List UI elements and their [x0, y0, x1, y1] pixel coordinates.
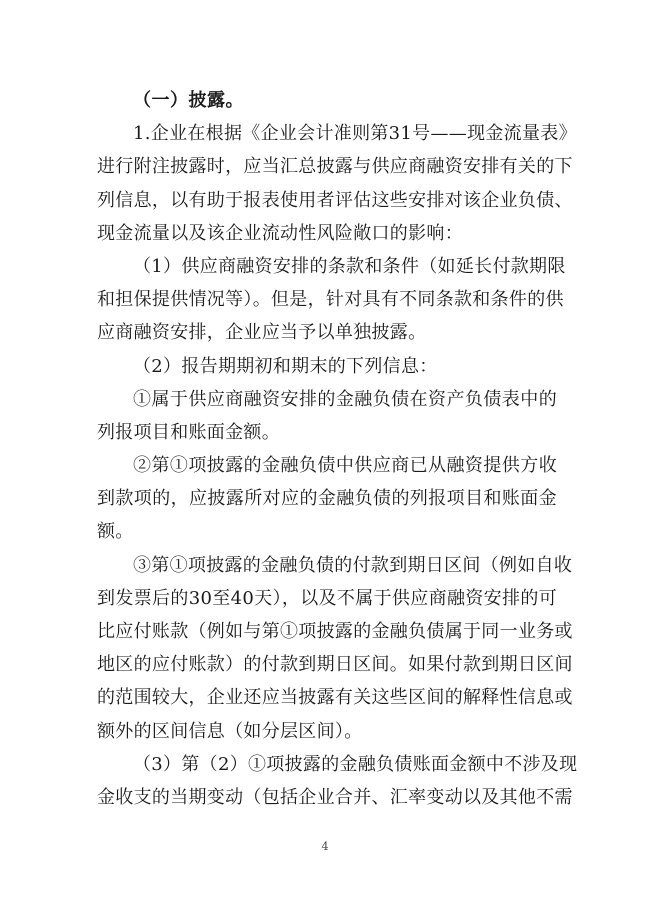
paragraph-2-line-1: （1）供应商融资安排的条款和条件（如延长付款期限 — [133, 255, 566, 277]
paragraph-1-line-3: 列信息，以有助于报表使用者评估这些安排对该企业负债、 — [97, 189, 573, 211]
paragraph-7-line-2: 金收支的当期变动（包括企业合并、汇率变动以及其他不需 — [97, 786, 573, 808]
paragraph-1-line-1: 1.企业在根据《企业会计准则第31号——现金流量表》 — [133, 123, 577, 145]
paragraph-4-line-2: 列报项目和账面金额。 — [97, 421, 280, 443]
paragraph-4-line-1: ①属于供应商融资安排的金融负债在资产负债表中的 — [133, 388, 557, 410]
paragraph-6-line-6: 额外的区间信息（如分层区间）。 — [97, 720, 363, 742]
paragraph-3-line-1: （2）报告期期初和期末的下列信息： — [133, 355, 438, 377]
paragraph-6-line-2: 到发票后的30至40天），以及不属于供应商融资安排的可 — [97, 587, 557, 609]
paragraph-7-line-1: （3）第（2）①项披露的金融负债账面金额中不涉及现 — [133, 753, 578, 775]
document-body — [97, 84, 578, 814]
paragraph-5-line-2: 到款项的，应披露所对应的金融负债的列报项目和账面金 — [97, 488, 557, 510]
paragraph-6-line-1: ③第①项披露的金融负债的付款到期日区间（例如自收 — [133, 554, 573, 576]
paragraph-2-line-2: 和担保提供情况等）。但是，针对具有不同条款和条件的供 — [97, 289, 564, 311]
page-number: 4 — [321, 840, 329, 853]
paragraph-6-line-3: 比应付账款（例如与第①项披露的金融负债属于同一业务或 — [97, 621, 573, 642]
paragraph-6-line-4: 地区的应付账款）的付款到期日区间。如果付款到期日区间 — [97, 654, 573, 676]
paragraph-1-line-2: 进行附注披露时，应当汇总披露与供应商融资安排有关的下 — [97, 156, 573, 178]
paragraph-2-line-3: 应商融资安排，企业应当予以单独披露。 — [97, 322, 427, 344]
paragraph-6-line-5: 的范围较大，企业还应当披露有关这些区间的解释性信息或 — [97, 687, 573, 709]
paragraph-5-line-1: ②第①项披露的金融负债中供应商已从融资提供方收 — [133, 455, 557, 477]
paragraph-1-line-4: 现金流量以及该企业流动性风险敞口的影响： — [97, 222, 463, 244]
section-heading: （一）披露。 — [133, 90, 244, 111]
paragraph-5-line-3: 额。 — [97, 521, 134, 543]
